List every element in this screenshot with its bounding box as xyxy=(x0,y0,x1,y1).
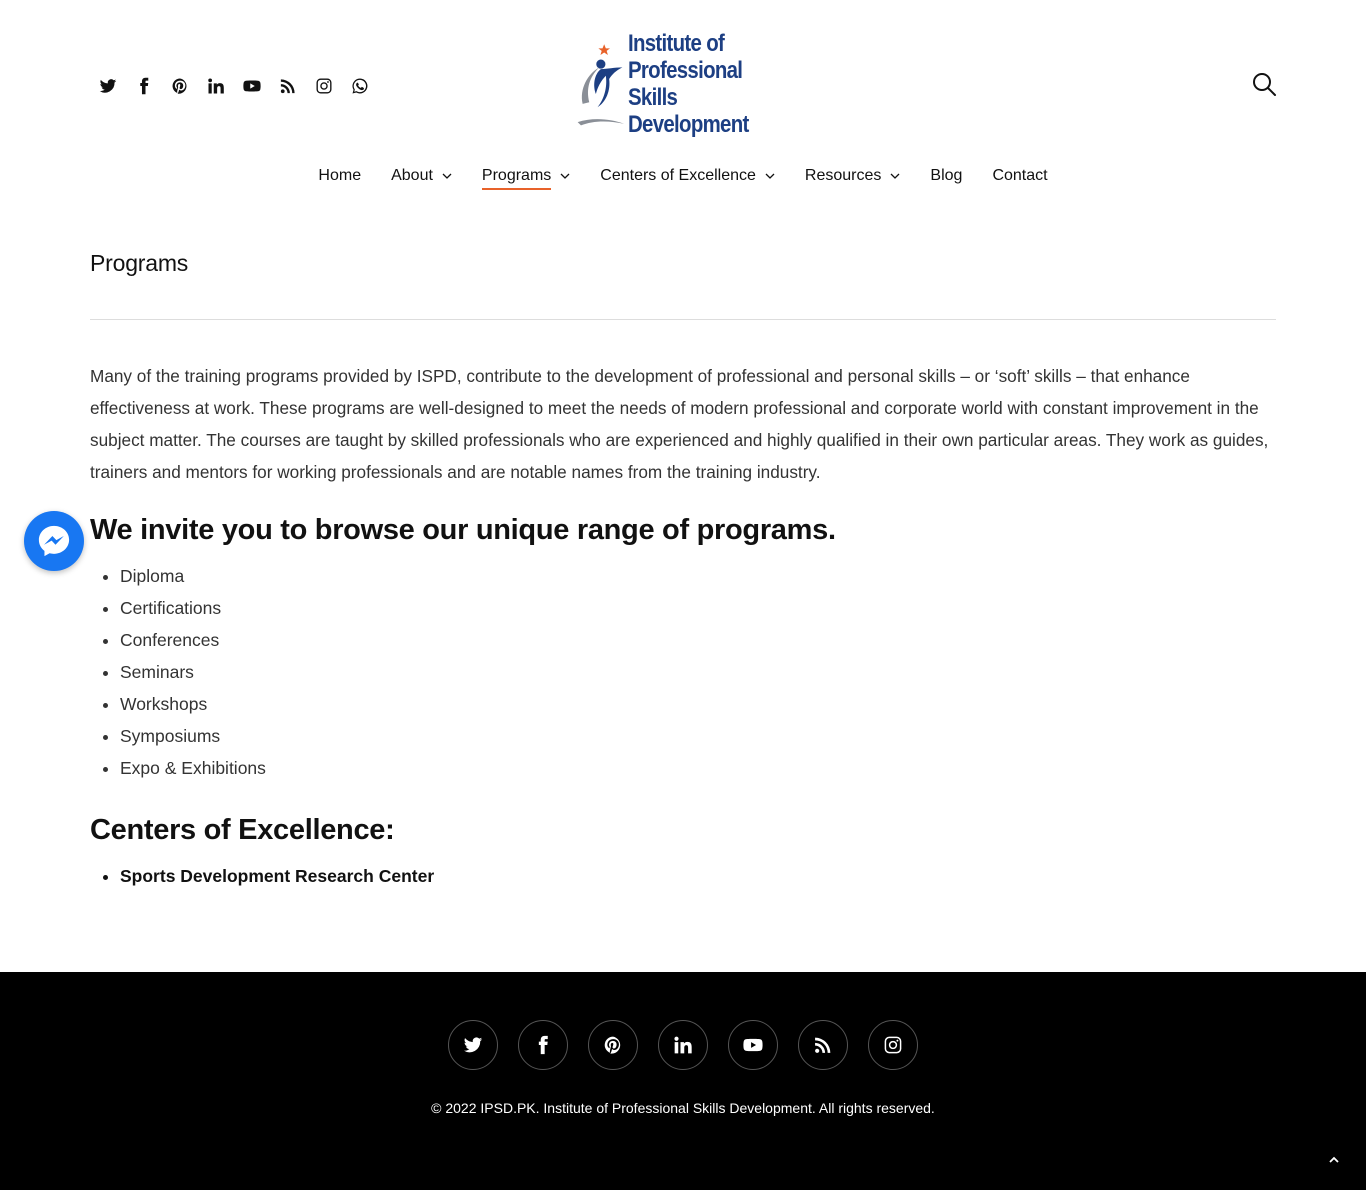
twitter-icon[interactable] xyxy=(90,72,126,100)
programs-heading: We invite you to browse our unique range of programs. xyxy=(90,514,836,546)
nav-item-label: Contact xyxy=(992,167,1048,184)
list-item: • Symposiums xyxy=(120,720,266,752)
messenger-icon[interactable] xyxy=(24,511,84,571)
search-icon[interactable] xyxy=(1250,70,1278,98)
footer-social-links xyxy=(448,1020,918,1070)
nav-item-resources[interactable] xyxy=(790,160,915,192)
main-navigation xyxy=(0,160,1366,192)
nav-item-label: Resources xyxy=(804,167,882,184)
youtube-icon[interactable] xyxy=(234,72,270,100)
nav-item-contact[interactable] xyxy=(977,160,1062,192)
logo-line-2: Professional Skills xyxy=(627,57,743,111)
site-logo[interactable] xyxy=(576,32,792,136)
coe-list-item[interactable]: • Sports Development Research Center xyxy=(120,860,434,892)
facebook-icon[interactable] xyxy=(126,72,162,100)
title-divider xyxy=(90,319,1276,320)
copyright-text: © 2022 IPSD.PK. Institute of Professional Skills Development. All rights reserved. xyxy=(431,1100,935,1116)
logo-text xyxy=(628,30,768,138)
nav-item-home[interactable] xyxy=(303,160,376,192)
nav-item-label: About xyxy=(391,167,433,184)
rss-icon[interactable] xyxy=(270,72,306,100)
chevron-down-icon xyxy=(890,171,900,181)
coe-list xyxy=(120,860,434,892)
list-item: • Expo & Exhibitions xyxy=(120,752,266,784)
nav-item-centers-of-excellence[interactable] xyxy=(585,160,790,192)
list-item: • Workshops xyxy=(120,688,266,720)
chevron-down-icon xyxy=(442,171,452,181)
nav-item-label: Centers of Excellence xyxy=(600,167,756,184)
site-header xyxy=(0,0,1366,220)
instagram-icon[interactable] xyxy=(306,72,342,100)
chevron-up-icon[interactable] xyxy=(1322,1148,1346,1172)
list-item: • Conferences xyxy=(120,624,266,656)
rss-icon[interactable] xyxy=(798,1020,848,1070)
youtube-icon[interactable] xyxy=(728,1020,778,1070)
nav-item-label: Programs xyxy=(482,167,551,190)
chevron-down-icon xyxy=(560,171,570,181)
nav-item-label: Home xyxy=(318,167,362,184)
logo-emblem xyxy=(576,34,626,134)
linkedin-icon[interactable] xyxy=(658,1020,708,1070)
site-footer xyxy=(0,972,1366,1190)
intro-paragraph: Many of the training programs provided by ISPD, contribute to the development of professional and personal skills – or ‘soft’ skills – that enhance effectiveness at work. These programs are well-designed to meet the needs of modern professional and corporate world with constant improvement in the subject matter. The courses are taught by skilled professionals who are experienced and highly qualified in their own particular areas. They work as guides, trainers and mentors for working professionals and are notable names from the training industry. xyxy=(90,366,1269,482)
linkedin-icon[interactable] xyxy=(198,72,234,100)
list-item: • Diploma xyxy=(120,560,266,592)
main-content xyxy=(90,250,1276,886)
coe-heading: Centers of Excellence: xyxy=(90,814,395,846)
page-title: Programs xyxy=(90,250,189,276)
facebook-icon[interactable] xyxy=(518,1020,568,1070)
pinterest-icon[interactable] xyxy=(162,72,198,100)
logo-line-3: Development xyxy=(627,111,749,138)
chevron-down-icon xyxy=(765,171,775,181)
instagram-icon[interactable] xyxy=(868,1020,918,1070)
nav-item-programs[interactable] xyxy=(467,160,585,192)
nav-item-label: Blog xyxy=(930,167,963,184)
pinterest-icon[interactable] xyxy=(588,1020,638,1070)
logo-line-1: Institute of xyxy=(627,30,724,57)
nav-item-about[interactable] xyxy=(376,160,467,192)
nav-item-blog[interactable] xyxy=(915,160,977,192)
list-item: • Seminars xyxy=(120,656,266,688)
twitter-icon[interactable] xyxy=(448,1020,498,1070)
programs-list xyxy=(120,560,266,784)
header-social-links xyxy=(90,72,378,100)
list-item: • Certifications xyxy=(120,592,266,624)
whatsapp-icon[interactable] xyxy=(342,72,378,100)
